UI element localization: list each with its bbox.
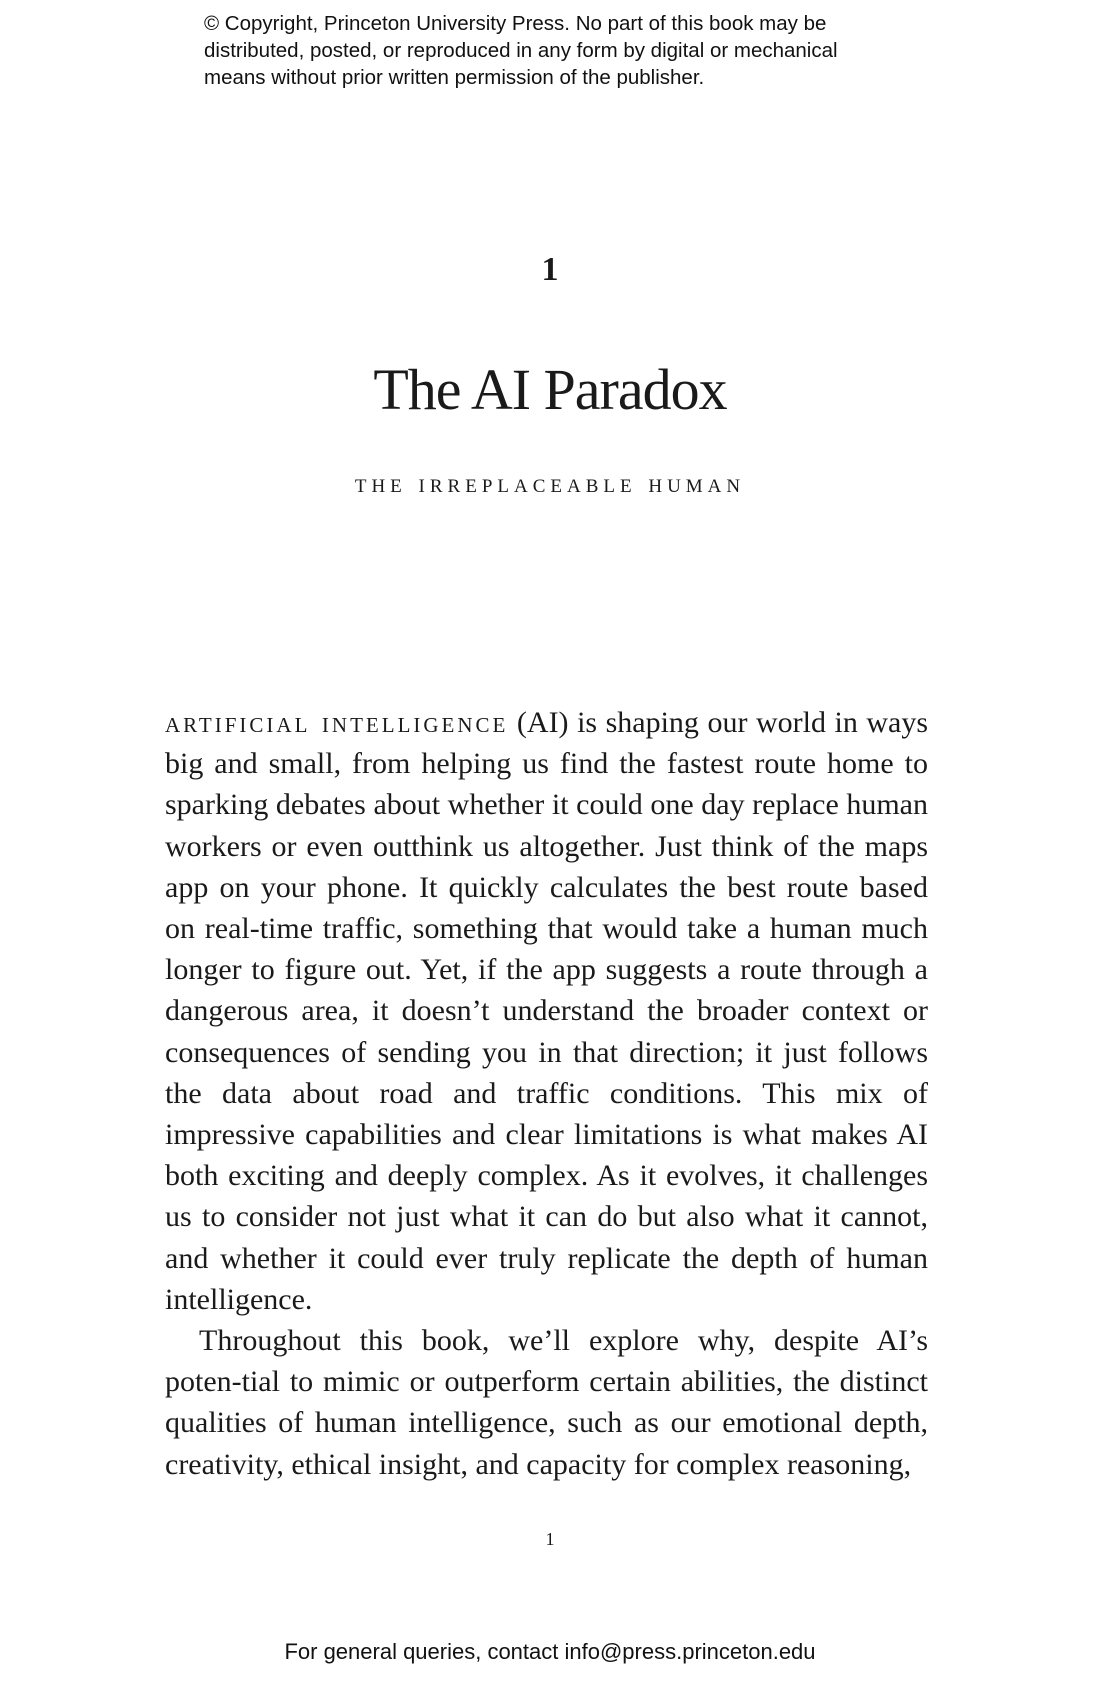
paragraph-1 — [165, 702, 928, 1320]
copyright-line-2: distributed, posted, or reproduced in any form by digital or mechanical — [204, 39, 838, 62]
paragraph-2: Throughout this book, we’ll explore why, despite AI’s poten-tial to mimic or outperform certain abilities, the distinct qualities of human intelligence, such as our emotional depth, creativity, ethical insight, and capacity for complex reasoning, — [165, 1324, 928, 1481]
page-number: 1 — [545, 1529, 555, 1549]
body-text — [165, 702, 928, 1485]
copyright-line-1: © Copyright, Princeton University Press. No part of this book may be — [204, 12, 827, 35]
chapter-subtitle: the irreplaceable human — [354, 468, 746, 498]
paragraph-1-text: (AI) is shaping our world in ways big and small, from helping us find the fastest route home to sparking debates about whether it could one day replace human workers or even outthink us altogether. Just think of the maps app on your phone. It quickly calculates the best route based on real-time traffic, something that would take a human much longer to figure out. Yet, if the app suggests a route through a dangerous area, it doesn’t understand the broader context or consequences of sending you in that direction; it just follows the data about road and traffic conditions. This mix of impressive capabilities and clear limitations is what makes AI both exciting and deeply complex. As it evolves, it challenges us to consider not just what it can do but also what it cannot, and whether it could ever truly replicate the depth of human intelligence. — [165, 706, 928, 1316]
paragraph-lead-in: artificial intelligence — [165, 706, 509, 739]
copyright-notice — [204, 10, 924, 91]
chapter-title: The AI Paradox — [373, 357, 727, 422]
footer-contact: For general queries, contact info@press.princeton.edu — [284, 1639, 816, 1664]
copyright-line-3: means without prior written permission of the publisher. — [204, 66, 705, 89]
chapter-number: 1 — [541, 251, 559, 288]
